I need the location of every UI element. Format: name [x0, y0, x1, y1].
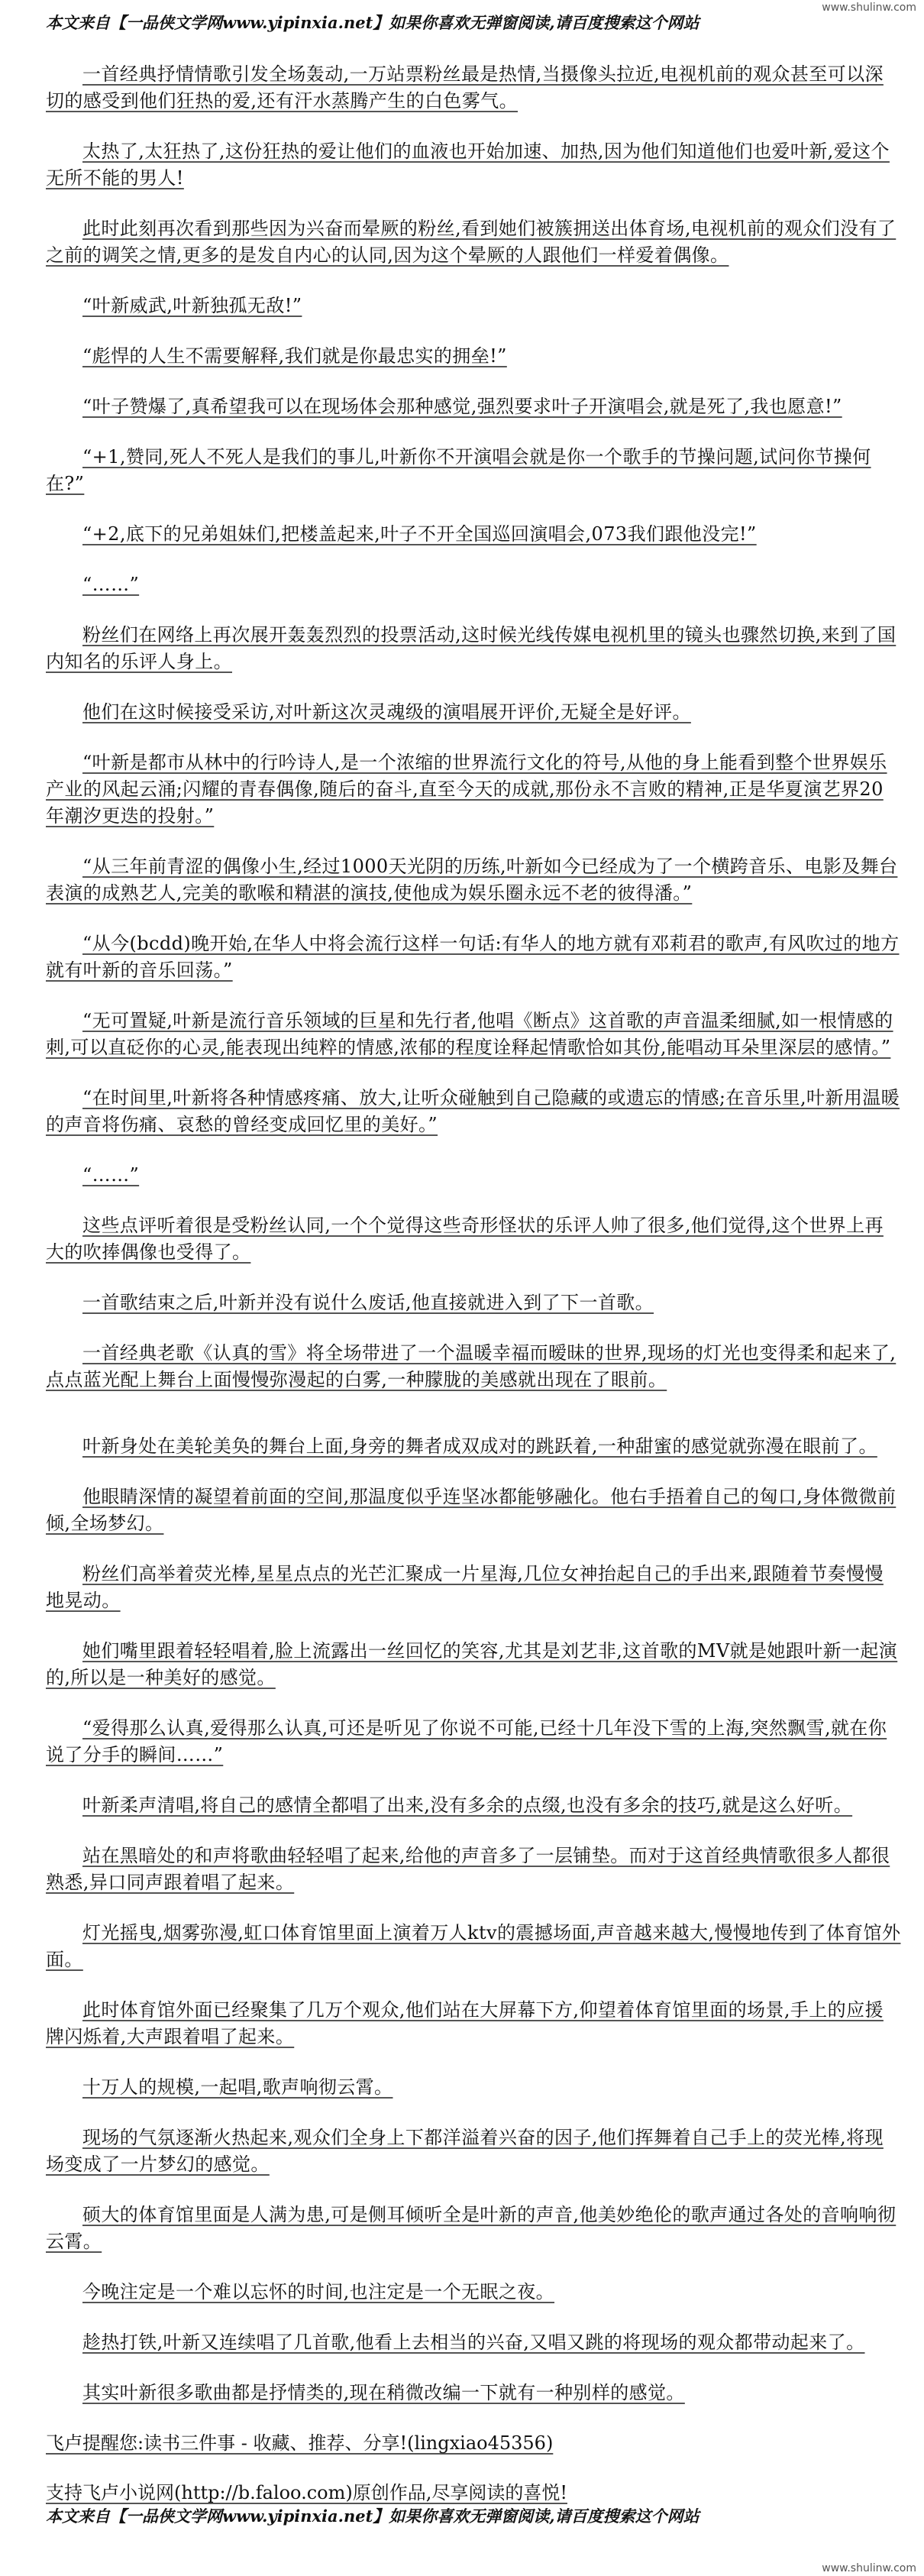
paragraph-32: 硕大的体育馆里面是人满为患,可是侧耳倾听全是叶新的声音,他美妙绝伦的歌声通过各处的音响响彻云霄。	[46, 2204, 897, 2252]
paragraph-2: 太热了,太狂热了,这份狂热的爱让他们的血液也开始加速、加热,因为他们知道他们也爱叶新,爱这个无所不能的男人!	[46, 141, 890, 189]
paragraph-14: “从今(bcdd)晚开始,在华人中将会流行这样一句话:有华人的地方就有邓莉君的歌声,有风吹过的地方就有叶新的音乐回荡。”	[46, 933, 900, 981]
watermark-bottom: www.shulinw.com	[822, 2562, 916, 2574]
site-banner-bottom: 本文来自【一品侠文学网www.yipinxia.net】如果你喜欢无弹窗阅读,请百度搜索这个网站	[46, 2506, 699, 2526]
paragraph-7: “+1,赞同,死人不死人是我们的事儿,叶新你不开演唱会就是你一个歌手的节操问题,试问你节操何在?”	[46, 446, 871, 494]
paragraph-33: 今晚注定是一个难以忘怀的时间,也注定是一个无眠之夜。	[82, 2281, 555, 2303]
paragraph-16: “在时间里,叶新将各种情感疼痛、放大,让听众碰触到自己隐藏的或遗忘的情感;在音乐里,叶新用温暖的声音将伤痛、哀愁的曾经变成回忆里的美好。”	[46, 1087, 900, 1135]
faloo-reminder: 飞卢提醒您:读书三件事 - 收藏、推荐、分享!(lingxiao45356)	[46, 2432, 554, 2454]
paragraph-9: “……”	[82, 574, 140, 595]
paragraph-26: 叶新柔声清唱,将自己的感情全都唱了出来,没有多余的点缀,也没有多余的技巧,就是这么好听。	[82, 1794, 853, 1816]
paragraph-12: “叶新是都市从林中的行吟诗人,是一个浓缩的世界流行文化的符号,从他的身上能看到整个世界娱乐产业的风起云涌;闪耀的青春偶像,随后的奋斗,直至今天的成就,那份永不言败的精神,正是华夏演艺界20年潮汐更迭的投射。”	[46, 752, 887, 827]
paragraph-30: 十万人的规模,一起唱,歌声响彻云霄。	[82, 2076, 393, 2098]
paragraph-28: 灯光摇曳,烟雾弥漫,虹口体育馆里面上演着万人ktv的震撼场面,声音越来越大,慢慢地传到了体育馆外面。	[46, 1922, 901, 1970]
paragraph-5: “彪悍的人生不需要解释,我们就是你最忠实的拥垒!”	[82, 345, 507, 367]
paragraph-29: 此时体育馆外面已经聚集了几万个观众,他们站在大屏幕下方,仰望着体育馆里面的场景,手上的应援牌闪烁着,大声跟着唱了起来。	[46, 1999, 884, 2047]
watermark-top: www.shulinw.com	[822, 2, 916, 14]
paragraph-13: “从三年前青涩的偶像小生,经过1000天光阴的历练,叶新如今已经成为了一个横跨音乐、电影及舞台表演的成熟艺人,完美的歌喉和精湛的演技,使他成为娱乐圈永远不老的彼得潘。”	[46, 856, 898, 904]
paragraph-11: 他们在这时候接受采访,对叶新这次灵魂级的演唱展开评价,无疑全是好评。	[82, 701, 691, 723]
faloo-support: 支持飞卢小说网(http://b.faloo.com)原创作品,尽享阅读的喜悦!	[46, 2482, 567, 2503]
paragraph-1: 一首经典抒情情歌引发全场轰动,一万站票粉丝最是热情,当摄像头拉近,电视机前的观众甚至可以深切的感受到他们狂热的爱,还有汗水蒸腾产生的白色雾气。	[46, 63, 884, 112]
paragraph-35: 其实叶新很多歌曲都是抒情类的,现在稍微改编一下就有一种别样的感觉。	[82, 2382, 685, 2403]
paragraph-6: “叶子赞爆了,真希望我可以在现场体会那种感觉,强烈要求叶子开演唱会,就是死了,我也愿意!”	[82, 396, 842, 417]
paragraph-19: 一首歌结束之后,叶新并没有说什么废话,他直接就进入到了下一首歌。	[82, 1292, 654, 1313]
paragraph-34: 趁热打铁,叶新又连续唱了几首歌,他看上去相当的兴奋,又唱又跳的将现场的观众都带动起来了。	[82, 2332, 865, 2353]
site-banner-top: 本文来自【一品侠文学网www.yipinxia.net】如果你喜欢无弹窗阅读,请百度搜索这个网站	[46, 13, 699, 32]
paragraph-21: 叶新身处在美轮美奂的舞台上面,身旁的舞者成双成对的跳跃着,一种甜蜜的感觉就弥漫在眼前了。	[82, 1435, 877, 1457]
paragraph-20: 一首经典老歌《认真的雪》将全场带进了一个温暖幸福而暧昧的世界,现场的灯光也变得柔和起来了,点点蓝光配上舞台上面慢慢弥漫起的白雾,一种朦胧的美感就出现在了眼前。	[46, 1342, 897, 1390]
paragraph-24: 她们嘴里跟着轻轻唱着,脸上流露出一丝回忆的笑容,尤其是刘艺非,这首歌的MV就是她跟叶新一起演的,所以是一种美好的感觉。	[46, 1640, 898, 1688]
paragraph-27: 站在黑暗处的和声将歌曲轻轻唱了起来,给他的声音多了一层铺垫。而对于这首经典情歌很多人都很熟悉,异口同声跟着唱了起来。	[46, 1845, 890, 1893]
paragraph-4: “叶新威武,叶新独孤无敌!”	[82, 295, 302, 316]
paragraph-23: 粉丝们高举着荧光棒,星星点点的光芒汇聚成一片星海,几位女神抬起自己的手出来,跟随着节奏慢慢地晃动。	[46, 1563, 884, 1611]
paragraph-18: 这些点评听着很是受粉丝认同,一个个觉得这些奇形怪状的乐评人帅了很多,他们觉得,这个世界上再大的吹捧偶像也受得了。	[46, 1215, 884, 1263]
article-body	[46, 61, 901, 2529]
paragraph-8: “+2,底下的兄弟姐妹们,把楼盖起来,叶子不开全国巡回演唱会,073我们跟他没完!”	[82, 523, 757, 545]
paragraph-22: 他眼睛深情的凝望着前面的空间,那温度似乎连坚冰都能够融化。他右手捂着自己的匈口,身体微微前倾,全场梦幻。	[46, 1486, 897, 1534]
paragraph-17: “……”	[82, 1164, 140, 1186]
paragraph-3: 此时此刻再次看到那些因为兴奋而晕厥的粉丝,看到她们被簇拥送出体育场,电视机前的观众们没有了之前的调笑之情,更多的是发自内心的认同,因为这个晕厥的人跟他们一样爱着偶像。	[46, 218, 897, 266]
paragraph-31: 现场的气氛逐渐火热起来,观众们全身上下都洋溢着兴奋的因子,他们挥舞着自己手上的荧光棒,将现场变成了一片梦幻的感觉。	[46, 2127, 884, 2175]
paragraph-25: “爱得那么认真,爱得那么认真,可还是听见了你说不可能,已经十几年没下雪的上海,突然飘雪,就在你说了分手的瞬间……”	[46, 1717, 887, 1765]
paragraph-10: 粉丝们在网络上再次展开轰轰烈烈的投票活动,这时候光线传媒电视机里的镜头也骤然切换,来到了国内知名的乐评人身上。	[46, 624, 897, 672]
paragraph-15: “无可置疑,叶新是流行音乐领域的巨星和先行者,他唱《断点》这首歌的声音温柔细腻,如一根情感的刺,可以直砭你的心灵,能表现出纯粹的情感,浓郁的程度诠释起情歌恰如其份,能唱动耳朵里深层的感情。”	[46, 1010, 893, 1058]
